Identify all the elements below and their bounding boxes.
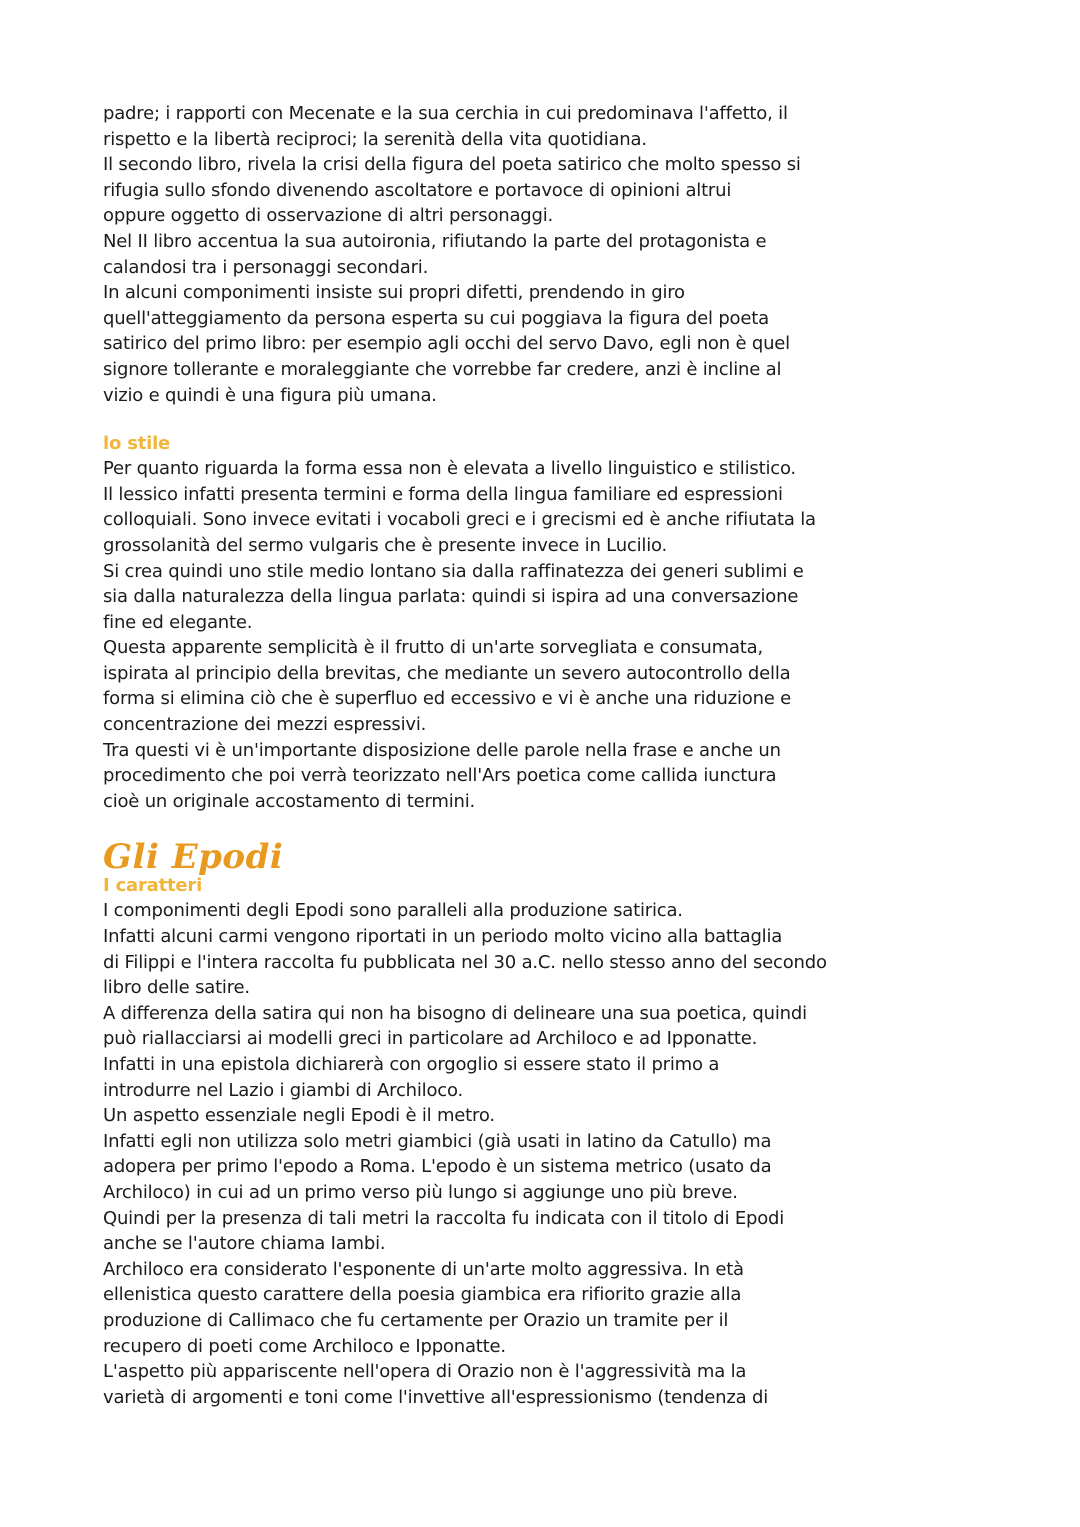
- text-line: Il lessico infatti presenta termini e forma della lingua familiare ed espressioni: [103, 483, 783, 505]
- text-line: Un aspetto essenziale negli Epodi è il metro.: [103, 1105, 495, 1127]
- text-line: procedimento che poi verrà teorizzato nell'Ars poetica come callida iunctura: [103, 765, 777, 787]
- section-heading-stile: lo stile: [103, 433, 171, 455]
- text-line: varietà di argomenti e toni come l'invettive all'espressionismo (tendenza di: [103, 1386, 769, 1408]
- section-stile: [103, 456, 983, 814]
- text-line: A differenza della satira qui non ha bisogno di delineare una sua poetica, quindi: [103, 1002, 807, 1024]
- text-line: rifugia sullo sfondo divenendo ascoltatore e portavoce di opinioni altrui: [103, 179, 732, 201]
- section-title-epodi: Gli Epodi: [103, 837, 284, 878]
- text-line: Archiloco) in cui ad un primo verso più lungo si aggiunge uno più breve.: [103, 1181, 738, 1203]
- text-line: Archiloco era considerato l'esponente di un'arte molto aggressiva. In età: [103, 1258, 744, 1280]
- text-line: cioè un originale accostamento di termini.: [103, 790, 476, 812]
- text-line: può riallacciarsi ai modelli greci in particolare ad Archiloco e ad Ipponatte.: [103, 1028, 758, 1050]
- text-line: L'aspetto più appariscente nell'opera di Orazio non è l'aggressività ma la: [103, 1361, 747, 1383]
- section-satire-continuation: [103, 101, 983, 408]
- text-line: vizio e quindi è una figura più umana.: [103, 384, 437, 406]
- text-line: Si crea quindi uno stile medio lontano sia dalla raffinatezza dei generi sublimi e: [103, 560, 804, 582]
- text-line: sia dalla naturalezza della lingua parlata: quindi si ispira ad una conversazione: [103, 586, 799, 608]
- text-line: Per quanto riguarda la forma essa non è elevata a livello linguistico e stilistico.: [103, 458, 796, 480]
- text-line: Infatti egli non utilizza solo metri giambici (già usati in latino da Catullo) ma: [103, 1130, 772, 1152]
- text-line: forma si elimina ciò che è superfluo ed eccessivo e vi è anche una riduzione e: [103, 688, 792, 710]
- document-page: [103, 101, 983, 1410]
- text-line: recupero di poeti come Archiloco e Ipponatte.: [103, 1335, 506, 1357]
- text-line: padre; i rapporti con Mecenate e la sua cerchia in cui predominava l'affetto, il: [103, 103, 788, 124]
- text-line: adopera per primo l'epodo a Roma. L'epodo è un sistema metrico (usato da: [103, 1156, 772, 1178]
- section-epodi: [103, 898, 983, 1410]
- text-line: anche se l'autore chiama Iambi.: [103, 1233, 386, 1255]
- text-line: produzione di Callimaco che fu certamente per Orazio un tramite per il: [103, 1309, 729, 1331]
- text-line: rispetto e la libertà reciproci; la serenità della vita quotidiana.: [103, 128, 647, 150]
- text-line: di Filippi e l'intera raccolta fu pubblicata nel 30 a.C. nello stesso anno del secondo: [103, 951, 827, 973]
- section-heading-caratteri: I caratteri: [103, 875, 203, 897]
- text-line: ispirata al principio della brevitas, che mediante un severo autocontrollo della: [103, 662, 791, 684]
- text-line: Questa apparente semplicità è il frutto di un'arte sorvegliata e consumata,: [103, 637, 763, 659]
- text-line: Quindi per la presenza di tali metri la raccolta fu indicata con il titolo di Epodi: [103, 1207, 785, 1229]
- text-line: ellenistica questo carattere della poesia giambica era rifiorito grazie alla: [103, 1284, 742, 1306]
- text-line: libro delle satire.: [103, 977, 250, 999]
- text-line: introdurre nel Lazio i giambi di Archiloco.: [103, 1079, 464, 1101]
- text-line: fine ed elegante.: [103, 611, 253, 633]
- text-line: colloquiali. Sono invece evitati i vocaboli greci e i grecismi ed è anche rifiutata la: [103, 509, 816, 531]
- text-line: concentrazione dei mezzi espressivi.: [103, 714, 427, 736]
- text-line: signore tollerante e moraleggiante che vorrebbe far credere, anzi è incline al: [103, 358, 782, 380]
- text-line: Nel II libro accentua la sua autoironia, rifiutando la parte del protagonista e: [103, 230, 767, 252]
- text-line: I componimenti degli Epodi sono paralleli alla produzione satirica.: [103, 900, 683, 922]
- text-line: In alcuni componimenti insiste sui propri difetti, prendendo in giro: [103, 282, 685, 304]
- text-line: calandosi tra i personaggi secondari.: [103, 256, 429, 278]
- text-line: quell'atteggiamento da persona esperta su cui poggiava la figura del poeta: [103, 307, 769, 329]
- text-line: Infatti in una epistola dichiarerà con orgoglio si essere stato il primo a: [103, 1054, 720, 1075]
- text-line: oppure oggetto di osservazione di altri personaggi.: [103, 205, 554, 227]
- text-line: Il secondo libro, rivela la crisi della figura del poeta satirico che molto spesso si: [103, 154, 801, 176]
- text-line: grossolanità del sermo vulgaris che è presente invece in Lucilio.: [103, 534, 668, 556]
- text-line: Infatti alcuni carmi vengono riportati in un periodo molto vicino alla battaglia: [103, 926, 783, 948]
- text-line: satirico del primo libro: per esempio agli occhi del servo Davo, egli non è quel: [103, 333, 790, 355]
- text-line: Tra questi vi è un'importante disposizione delle parole nella frase e anche un: [103, 739, 781, 761]
